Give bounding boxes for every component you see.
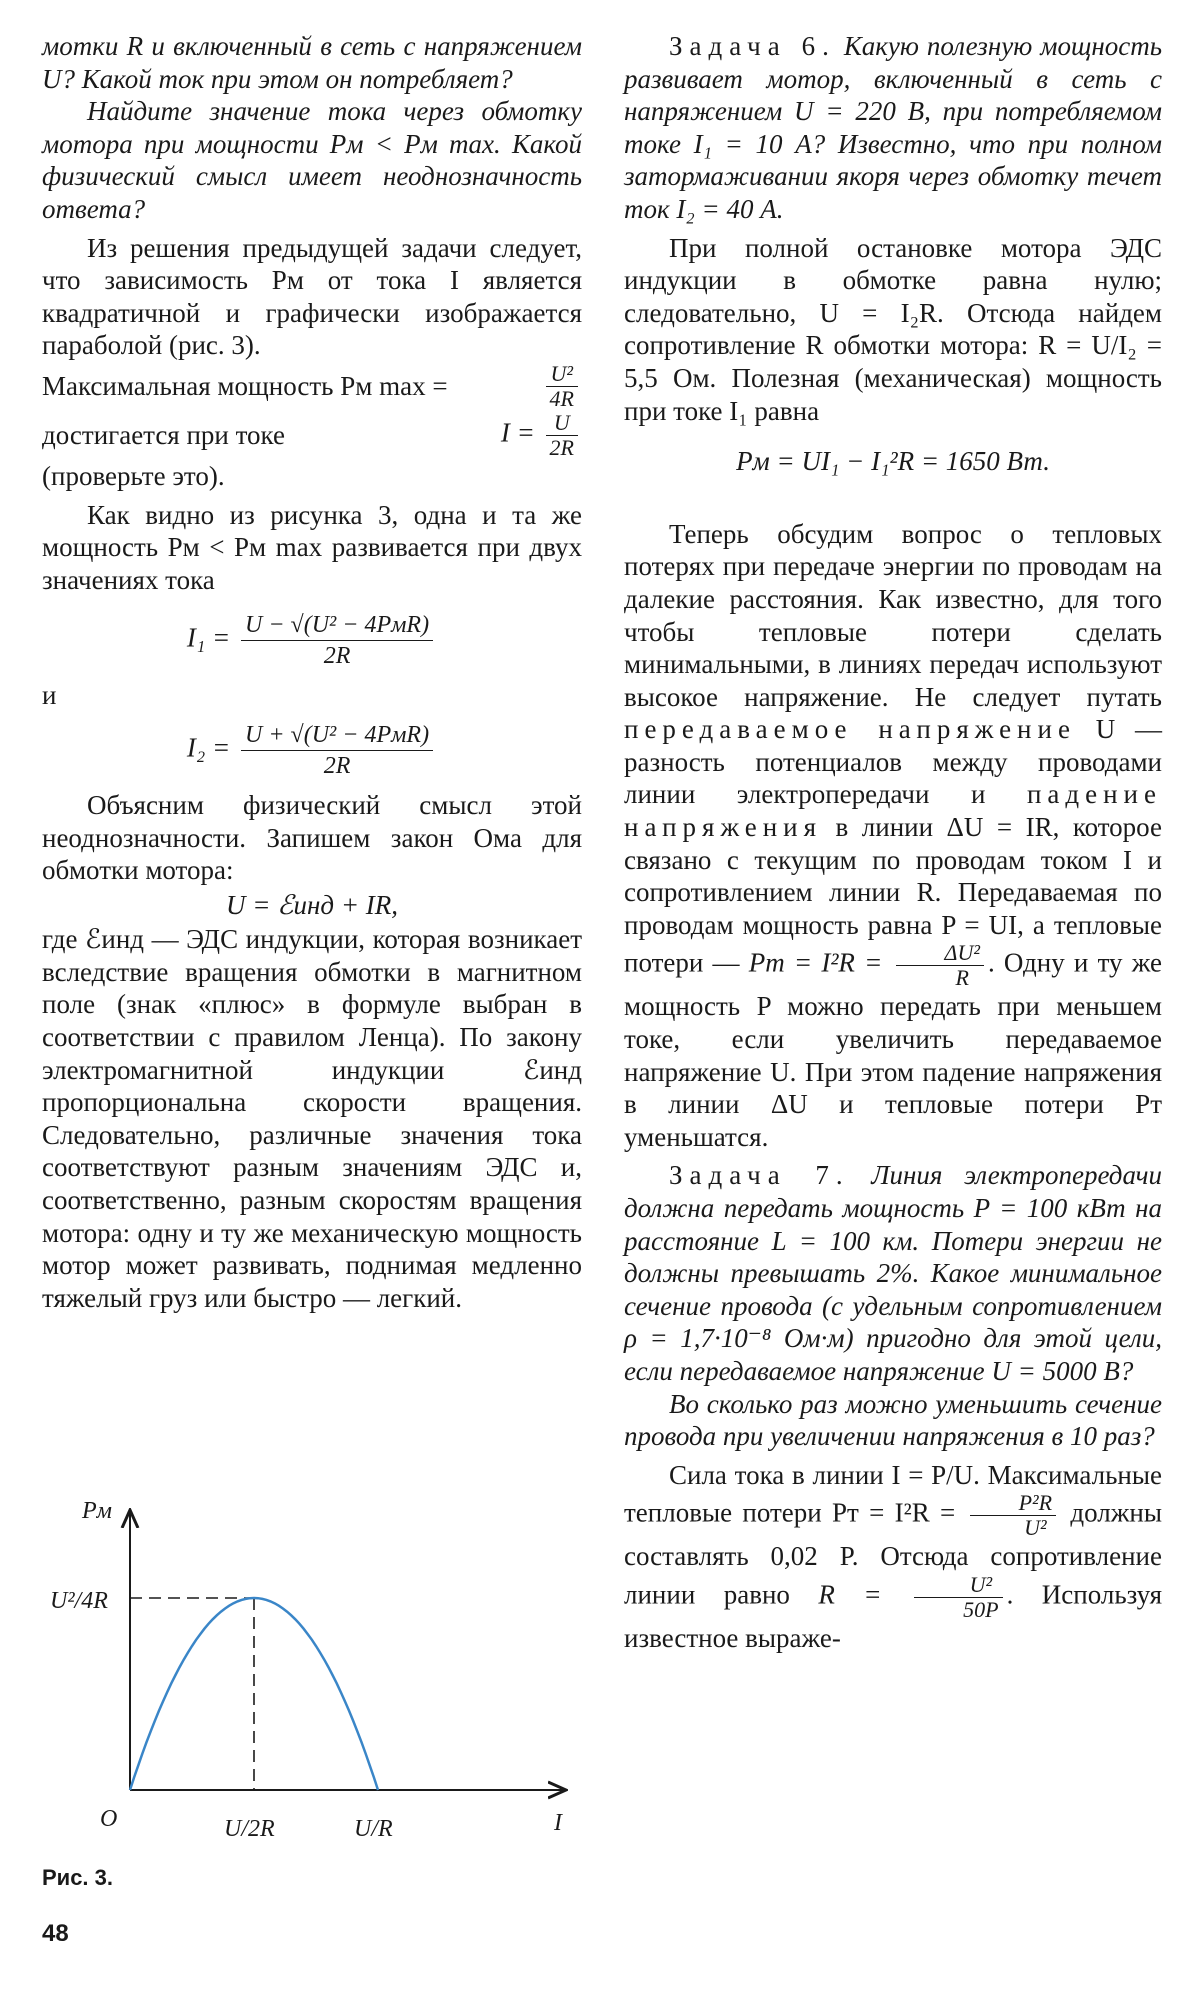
paragraph-quadratic: Из решения предыдущей задачи следует, что зависимость Pм от тока I является квадратичной и графически изображается параболой (рис. 3). [42, 232, 582, 361]
paragraph-losses: Теперь обсудим вопрос о тепловых потерях при передаче энергии по проводам на далекие расстояния. Как известно, для того чтобы тепловые потери сделать минимальными, в линиях передач используют высокое напряжение. Не следует путать передаваемое напряжение U — разность потенциалов между проводами линии электропередачи и падение напряжения в линии ΔU = IR, которое связано с текущим по проводам током I и сопротивлением линии R. Передаваемая по проводам мощность равна P = UI, а тепловые потери — Pт = I²R = $\frac{\text{ΔU²}}{R}$ . Одну и ту же мощность P можно передать при меньшем токе, если увеличить передаваемое напряжение U. При этом падение напряжения в линии ΔU и тепловые потери Pт уменьшатся. [624, 518, 1163, 1152]
task5-continuation: мотки R и включенный в сеть с напряжением U? Какой ток при этом он потребляет? [42, 31, 582, 94]
paragraph-current: Сила тока в линии I = P/U. Максимальные тепловые потери Pт = I²R = $\frac{\text{P²R}}{\text{U²}}$ должны составлять 0,02 P. Отсюда сопротивление линии равно R = $\frac{\text{U²}}{50P}$ . Используя известное выраже- [624, 1459, 1163, 1653]
left-column [42, 30, 582, 1314]
reach-formula: I = $\frac{U}{2R}$ [501, 411, 582, 460]
formula-ohm: U = ℰинд + IR, [225, 889, 399, 920]
check-note: (проверьте это). [42, 460, 225, 491]
y-tick-label: U²/4R [50, 1588, 108, 1614]
paragraph-explain: Объясним физический смысл этой неоднозначности. Запишем закон Ома для обмотки мотора: [42, 789, 582, 886]
x-tick-half: U/2R [224, 1816, 275, 1842]
paragraph-emf: где ℰинд — ЭДС индукции, которая возникает вследствие вращения обмотки в магнитном поле (знак «плюс» в формуле выбран в соответствии с правилом Ленца). По закону электромагнитной индукции ℰинд пропорциональна скорости вращения. Следовательно, различные значения тока соответствуют разным значениям ЭДС и, соответственно, разным скоростям вращения мотора: одну и ту же механическую мощность мотор может развивать, поднимая медленно тяжелый груз или быстро — легкий. [42, 924, 582, 1313]
p2r-fraction: $\frac{\text{P²R}}{\text{U²}}$ [970, 1491, 1056, 1540]
formula-i1: I₁ = $\frac{\text{U − √(U² − 4PмR)}}{2R}$ [42, 610, 582, 671]
x-axis-label: I [554, 1810, 562, 1836]
task7-question-2: Во сколько раз можно уменьшить сечение провода при увеличении напряжения в 10 раз? [624, 1388, 1162, 1452]
task6-text: Какую полезную мощность развивает мотор, включенный в сеть с напряжением U = 220 В, при потребляемом токе I₁ = 10 А? Известно, что при полном затормаживании якоря через обмотку течет ток I₂ = 40 А. [624, 31, 1162, 224]
task6 [624, 30, 1162, 226]
page-number: 48 [42, 1920, 69, 1947]
formula-pm: Pм = UI₁ − I₁²R = 1650 Вт. [736, 446, 1050, 477]
right-column [624, 30, 1162, 1655]
figure-caption: Рис. 3. [42, 1865, 114, 1890]
task7 [624, 1159, 1162, 1387]
max-power-label: Максимальная мощность Pм max = [42, 371, 448, 402]
max-power-line [42, 362, 582, 411]
reach-line [42, 411, 582, 460]
paragraph-two-currents: Как видно из рисунка 3, одна и та же мощность Pм < Pм max развивается при двух значениях тока [42, 499, 582, 595]
task6-heading: Задача 6. [669, 31, 836, 61]
formula-i2: I₂ = $\frac{\text{U + √(U² − 4PмR)}}{2R}$ [42, 720, 582, 781]
origin-label: O [100, 1806, 118, 1832]
task7-text: Линия электропередачи должна передать мощность P = 100 кВт на расстояние L = 100 км. Потери энергии не должны превышать 2%. Какое минимальное сечение провода (с удельным сопротивлением ρ = 1,7·10⁻⁸ Ом·м) пригодно для этой цели, если передаваемое напряжение U = 5000 В? [624, 1160, 1162, 1386]
y-axis-label: Pм [82, 1498, 112, 1524]
r-fraction: $\frac{\text{U²}}{50P}$ [914, 1573, 1002, 1622]
task5-question: Найдите значение тока через обмотку мотора при мощности Pм < Pм max. Какой физический смысл имеет неоднозначность ответа? [42, 96, 582, 224]
term-transmitted-voltage: передаваемое напряжение [624, 714, 1076, 745]
pt-fraction: $\frac{\text{ΔU²}}{R}$ [896, 941, 984, 990]
max-power-fraction: $\frac{\text{U²}}{4R}$ [546, 362, 578, 411]
figure-3-parabola [42, 1490, 582, 1890]
task7-heading: Задача 7. [669, 1160, 850, 1191]
term-voltage-drop: падение напряжения [624, 779, 1162, 843]
and-word: и [42, 680, 57, 711]
reach-label: достигается при токе [42, 420, 285, 451]
x-tick-full: U/R [354, 1816, 393, 1842]
paragraph-stop: При полной остановке мотора ЭДС индукции в обмотке равна нулю; следовательно, U = I₂R. Отсюда найдем сопротивление R обмотки мотора: R = U/I₂ = 5,5 Ом. Полезная (механическая) мощность при токе I₁ равна [624, 232, 1162, 426]
